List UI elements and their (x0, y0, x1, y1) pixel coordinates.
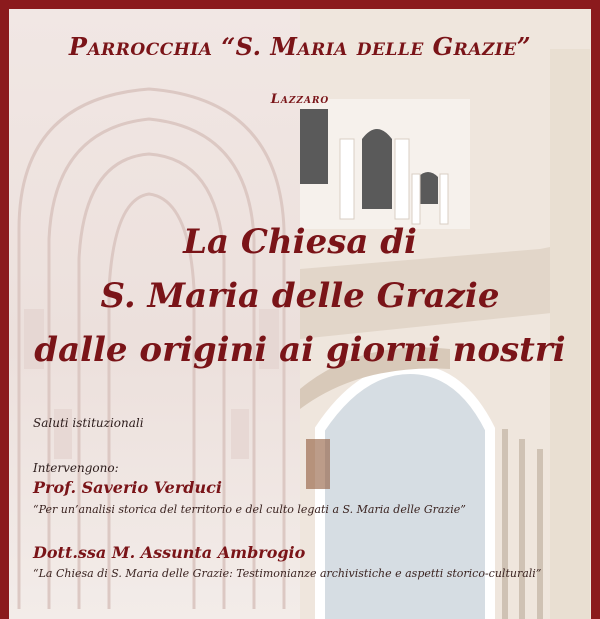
parish-name: Parrocchia “S. Maria delle Grazie” (68, 32, 532, 61)
speakers-intro: Intervengono: (33, 461, 119, 475)
greetings: Saluti istituzionali (33, 416, 144, 430)
title-line-2: S. Maria delle Grazie (100, 276, 500, 316)
speaker-2-talk: “La Chiesa di S. Maria delle Grazie: Testimonianze archivistiche e aspetti storico-culturali” (33, 567, 542, 580)
speaker-1-talk: “Per un’analisi storica del territorio e del culto legati a S. Maria delle Grazie” (33, 503, 466, 516)
title-line-3: dalle origini ai giorni nostri (34, 330, 566, 370)
speaker-1-name: Prof. Saverio Verduci (33, 478, 222, 497)
town-name: Lazzaro (270, 92, 330, 107)
title-line-1: La Chiesa di (183, 222, 417, 262)
speaker-2-name: Dott.ssa M. Assunta Ambrogio (33, 543, 306, 562)
